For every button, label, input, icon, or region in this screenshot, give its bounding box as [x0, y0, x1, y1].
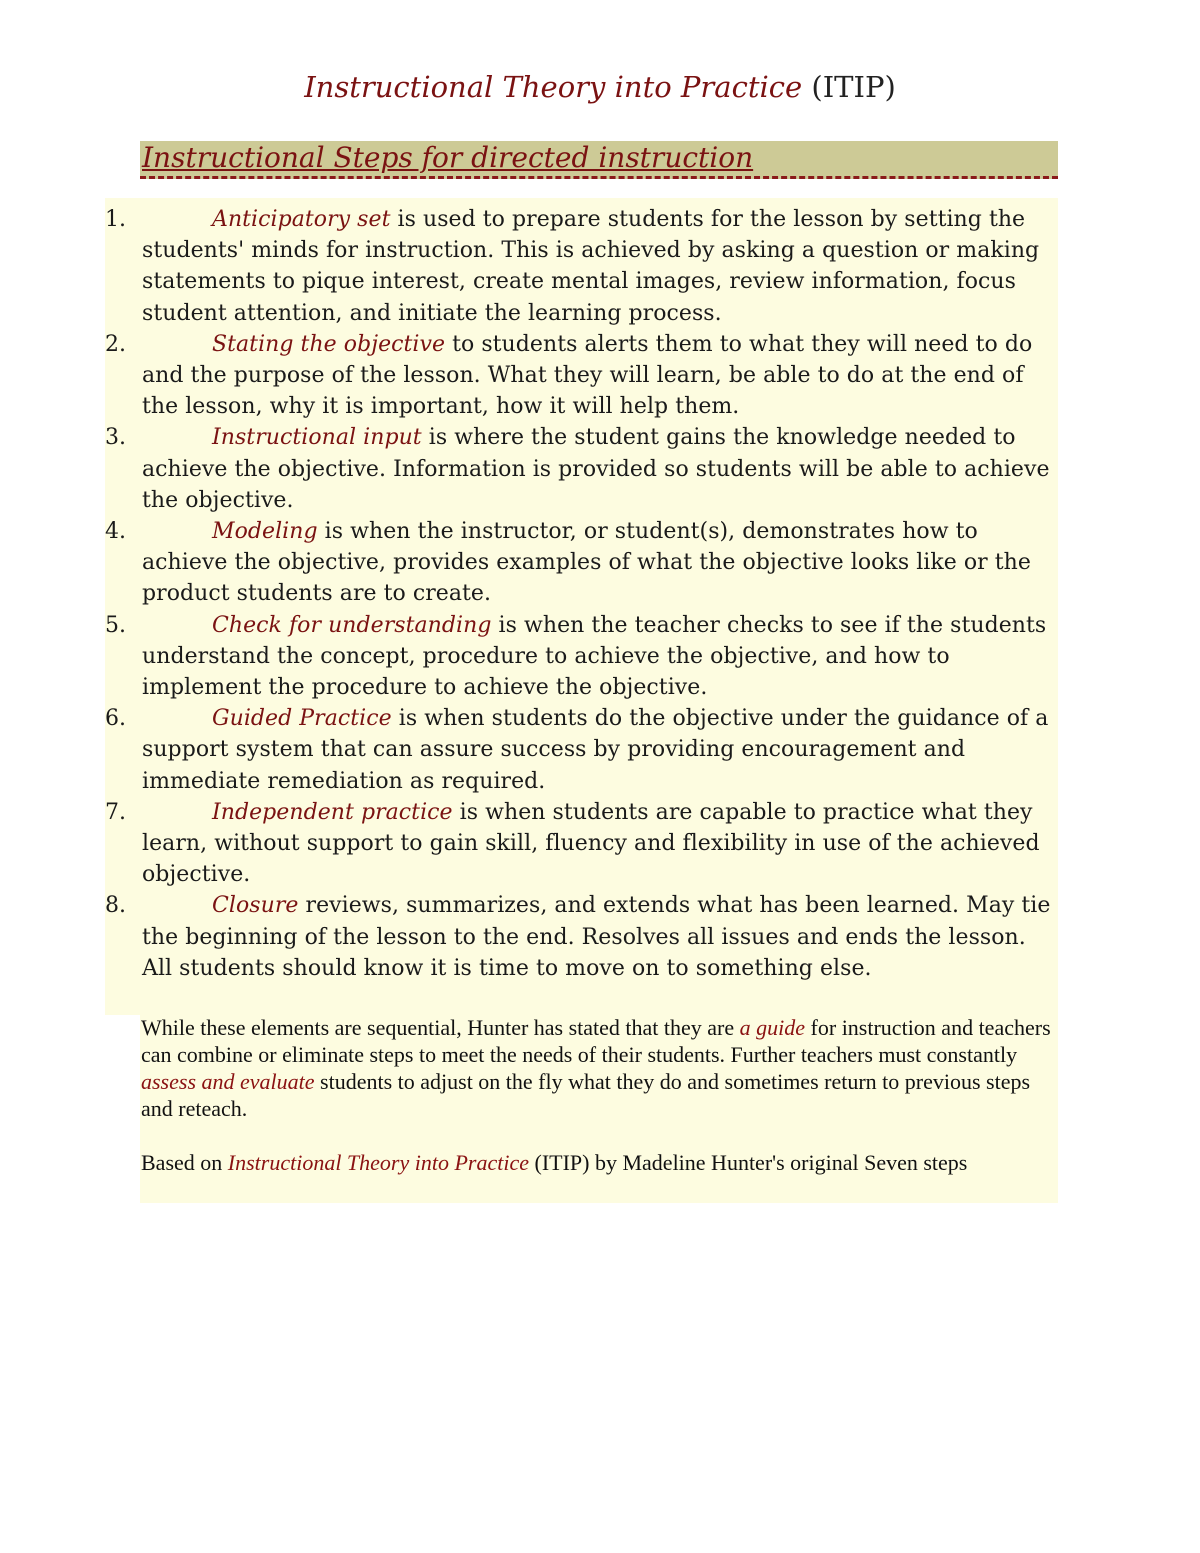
step-number: 7.: [105, 799, 127, 825]
step-number: 5.: [105, 612, 127, 638]
step-term: Check for understanding: [212, 612, 492, 638]
note-text: (ITIP) by Madeline Hunter's original Seven steps: [534, 1150, 968, 1175]
sequence-note: [141, 1014, 1056, 1122]
step-text: is used to prepare students for the lesson by setting the students' minds for instruction. This is achieved by asking a question or making statements to pique interest, create mental images, review information, focus student attention, and initiate the learning process.: [142, 207, 1040, 326]
section-heading: Instructional Steps for directed instruction: [142, 141, 754, 174]
note-text: While these elements are sequential, Hunter has stated that they are: [141, 1015, 735, 1040]
step-text: is where the student gains the knowledge needed to achieve the objective. Information is provided so students will be able to achieve the objective.: [142, 425, 1050, 513]
step-item-4: [105, 516, 1055, 610]
step-item-2: [105, 329, 1055, 423]
paragraph-gap: [141, 1122, 1056, 1149]
notes-section: [141, 1014, 1056, 1176]
note-text: Based on: [141, 1150, 223, 1175]
note-text: for instruction and teachers can combine or eliminate steps to meet the needs of their students. Further teachers must constantly: [141, 1015, 1051, 1067]
step-term: Guided Practice: [212, 706, 392, 732]
note-text: students to adjust on the fly what they do and sometimes return to previous steps and reteach.: [141, 1069, 1031, 1121]
step-text: is when students are capable to practice what they learn, without support to gain skill, fluency and flexibility in use of the achieved objective.: [142, 799, 1040, 888]
step-text: is when the teacher checks to see if the students understand the concept, procedure to achieve the objective, and how to implement the procedure to achieve the objective.: [142, 612, 1047, 701]
note-emphasis: assess and evaluate: [141, 1069, 315, 1094]
note-emphasis: a guide: [739, 1015, 806, 1040]
source-note: [141, 1149, 1056, 1176]
step-term: Stating the objective: [212, 331, 446, 357]
step-number: 8.: [105, 893, 127, 919]
step-number: 3.: [105, 425, 127, 451]
step-item-6: [105, 703, 1055, 797]
document-title-acronym: (ITIP): [811, 70, 896, 104]
steps-list: [105, 204, 1055, 984]
step-term: Anticipatory set: [212, 207, 391, 232]
section-heading-band: [140, 141, 1058, 179]
step-item-8: [105, 890, 1055, 984]
step-text: to students alerts them to what they will need to do and the purpose of the lesson. What they will learn, be able to do at the end of the lesson, why it is important, how it will help them.: [142, 331, 1033, 420]
step-item-3: [105, 422, 1055, 516]
step-number: 6.: [105, 706, 127, 732]
step-item-1: [105, 204, 1055, 329]
step-number: 4.: [105, 519, 127, 545]
step-number: 2.: [105, 331, 127, 357]
document-title-italic: Instructional Theory into Practice: [304, 70, 803, 104]
step-number: 1.: [105, 207, 127, 232]
step-text: is when the instructor, or student(s), demonstrates how to achieve the objective, provides examples of what the objective looks like or the product students are to create.: [142, 519, 1031, 607]
step-text: is when students do the objective under the guidance of a support system that can assure success by providing encouragement and immediate remediation as required.: [142, 706, 1049, 794]
step-term: Instructional input: [212, 425, 422, 451]
document-title: [0, 70, 1200, 104]
step-text: reviews, summarizes, and extends what has been learned. May tie the beginning of the lesson to the end. Resolves all issues and ends the lesson. All students should know it is time to move on to something else.: [142, 893, 1051, 981]
step-item-7: [105, 797, 1055, 891]
step-term: Closure: [212, 893, 299, 919]
step-term: Independent practice: [212, 799, 453, 825]
step-term: Modeling: [212, 519, 318, 545]
note-emphasis: Instructional Theory into Practice: [227, 1150, 529, 1175]
step-item-5: [105, 610, 1055, 704]
